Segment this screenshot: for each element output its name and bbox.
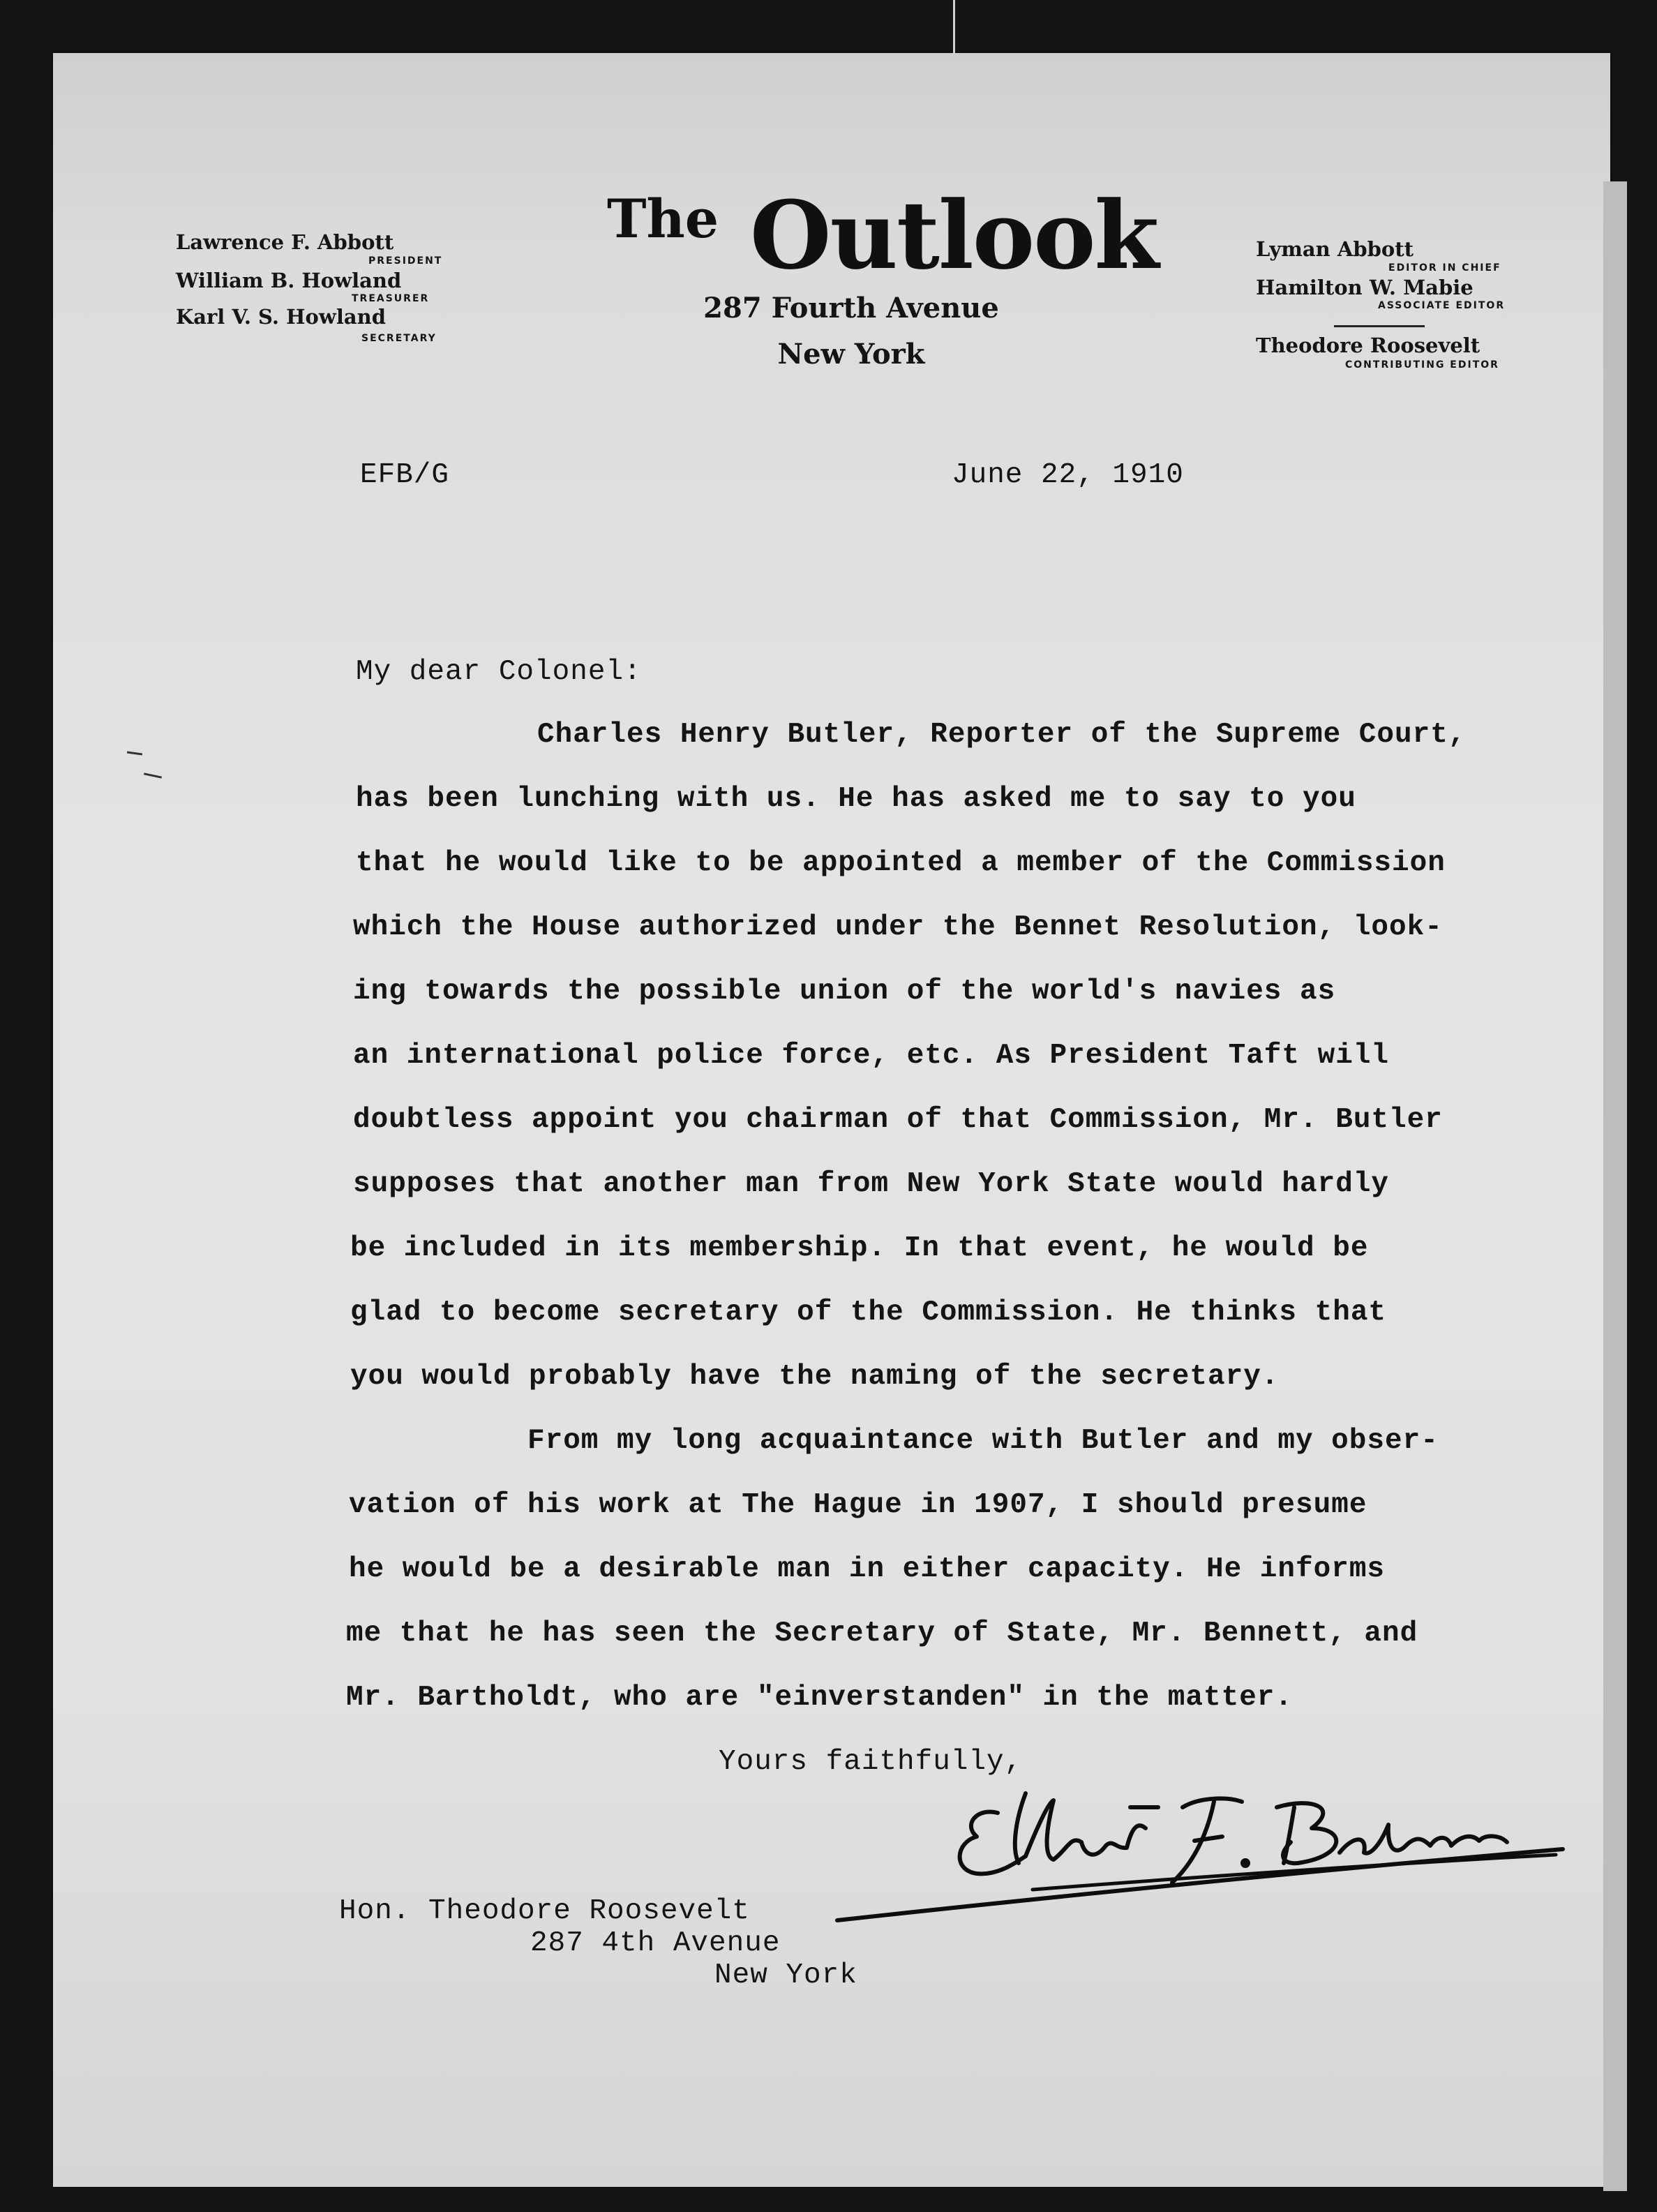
body-line: has been lunching with us. He has asked me to say to you: [356, 783, 1356, 815]
officer-right-name-3: Theodore Roosevelt: [1256, 334, 1480, 357]
body-line: that he would like to be appointed a member of the Commission: [356, 847, 1446, 879]
officer-left-name-2: William B. Howland: [176, 269, 402, 292]
body-line: he would be a desirable man in either capacity. He informs: [349, 1553, 1386, 1585]
masthead-prefix: The: [607, 188, 719, 250]
addressee-name: Hon. Theodore Roosevelt: [339, 1895, 750, 1927]
letter-date: June 22, 1910: [952, 459, 1184, 491]
paper-fold-line: [953, 0, 955, 63]
signature-flourish: [830, 1842, 1570, 1926]
body-line: me that he has seen the Secretary of State, Mr. Bennett, and: [346, 1617, 1418, 1650]
officer-left-name-1: Lawrence F. Abbott: [176, 230, 394, 254]
body-line: supposes that another man from New York State would hardly: [353, 1168, 1390, 1200]
masthead-title: [607, 180, 1158, 290]
body-line: Charles Henry Butler, Reporter of the Supreme Court,: [537, 719, 1467, 751]
body-line: Mr. Bartholdt, who are "einverstanden" in the matter.: [346, 1682, 1294, 1714]
masthead-address-line2: New York: [777, 338, 925, 371]
officer-left-title-2: TREASURER: [352, 293, 430, 304]
addressee-city: New York: [714, 1959, 857, 1991]
officer-right-name-1: Lyman Abbott: [1256, 237, 1414, 261]
officer-right-name-2: Hamilton W. Mabie: [1256, 276, 1474, 299]
body-line: glad to become secretary of the Commission. He thinks that: [350, 1296, 1387, 1329]
closing: Yours faithfully,: [719, 1746, 1023, 1778]
body-line: From my long acquaintance with Butler and my obser-: [527, 1425, 1439, 1457]
body-line: ing towards the possible union of the world's navies as: [353, 976, 1336, 1008]
body-line: doubtless appoint you chairman of that Commission, Mr. Butler: [353, 1104, 1443, 1136]
officer-left-title-3: SECRETARY: [361, 333, 437, 344]
officer-right-title-2: ASSOCIATE EDITOR: [1378, 300, 1506, 311]
officer-left-title-1: PRESIDENT: [368, 255, 443, 267]
body-line: be included in its membership. In that event, he would be: [350, 1232, 1369, 1264]
masthead-address-line1: 287 Fourth Avenue: [703, 292, 999, 324]
letterhead-divider: [1334, 325, 1425, 327]
salutation: My dear Colonel:: [356, 656, 642, 688]
officer-left-name-3: Karl V. S. Howland: [176, 305, 386, 329]
body-line: vation of his work at The Hague in 1907, I should presume: [349, 1489, 1367, 1521]
masthead-main: Outlook: [749, 180, 1158, 290]
officer-right-title-3: CONTRIBUTING EDITOR: [1345, 359, 1499, 371]
body-line: an international police force, etc. As President Taft will: [353, 1040, 1390, 1072]
officer-right-title-1: EDITOR IN CHIEF: [1388, 262, 1501, 274]
body-line: which the House authorized under the Bennet Resolution, look-: [353, 911, 1443, 943]
body-line: you would probably have the naming of the secretary.: [350, 1361, 1280, 1393]
addressee-street: 287 4th Avenue: [530, 1927, 781, 1959]
paper-edge: [1603, 181, 1627, 2191]
reference-initials: EFB/G: [360, 459, 450, 491]
